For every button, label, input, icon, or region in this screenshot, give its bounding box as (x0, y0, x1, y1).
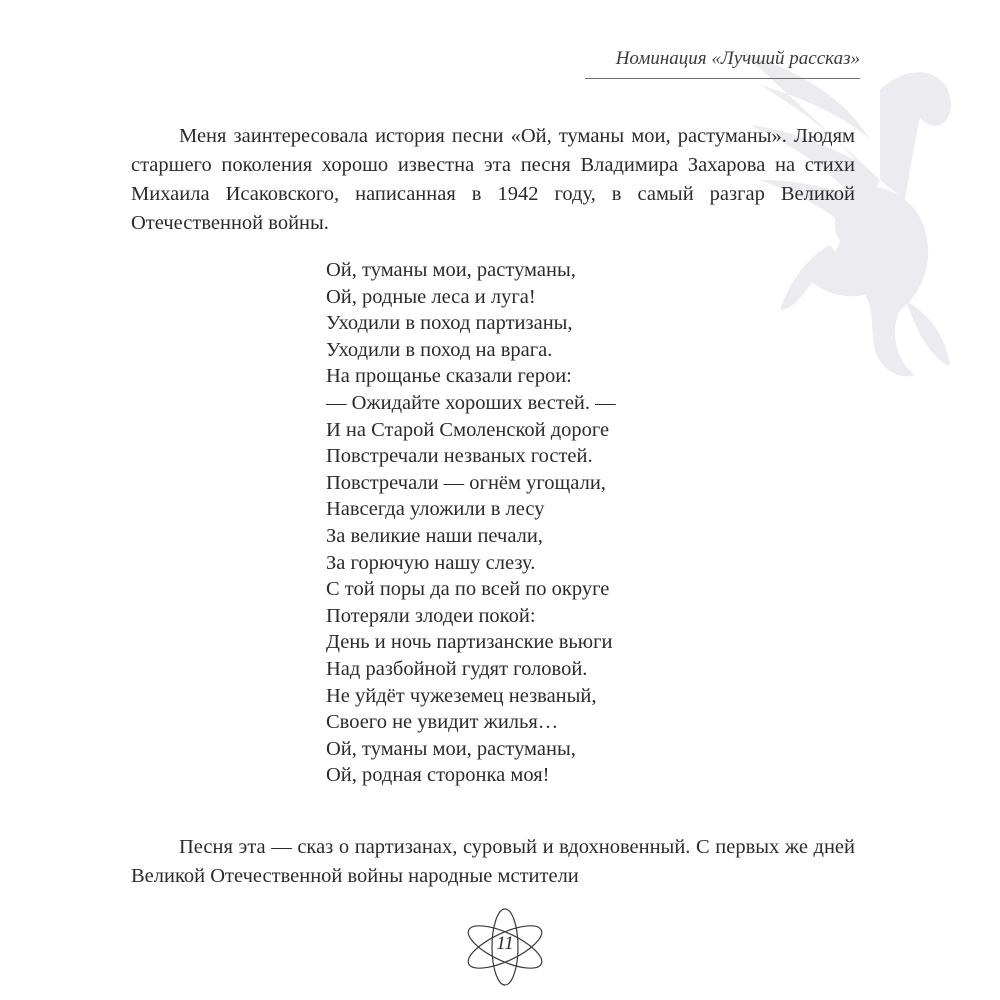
poem-line: Потеряли злодеи покой: (326, 604, 536, 627)
poem-line: С той поры да по всей по округе (326, 578, 610, 601)
closing-paragraph (131, 833, 855, 891)
intro-paragraph-text: Меня заинтересовала история песни «Ой, туманы мои, растуманы». Людям старшего поколения хорошо известна эта песня Владимира Захарова на стихи Михаила Исаковского, написанная в 1942 году, в самый разгар Великой Отечественной войны. (131, 125, 855, 234)
poem-line: День и ночь партизанские вьюги (326, 631, 613, 654)
poem-line: За великие наши печали, (326, 524, 543, 547)
intro-paragraph (131, 122, 855, 238)
poem-line: Уходили в поход на врага. (326, 338, 553, 361)
poem-line: Ой, туманы мои, растуманы, (326, 737, 576, 760)
poem-line: Навсегда уложили в лесу (326, 498, 545, 521)
poem-line: Своего не увидит жилья… (326, 711, 559, 734)
poem-line: Уходили в поход партизаны, (326, 312, 573, 335)
header-divider (585, 78, 860, 79)
closing-paragraph-text: Песня эта — сказ о партизанах, суровый и вдохновенный. С первых же дней Великой Отечественной войны народные мстители (131, 836, 855, 887)
poem-line: — Ожидайте хороших вестей. — (326, 391, 616, 414)
poem-line: И на Старой Смоленской дороге (326, 418, 610, 441)
poem-line: Над разбойной гудят головой. (326, 657, 588, 680)
poem-line: Повстречали незваных гостей. (326, 445, 593, 468)
poem-line: На прощанье сказали герои: (326, 365, 572, 388)
poem-line: Ой, родная сторонка моя! (326, 764, 550, 787)
poem-line: Ой, родные леса и луга! (326, 285, 536, 308)
page-number-emblem (460, 905, 550, 990)
poem-line: Ой, туманы мои, растуманы, (326, 259, 576, 281)
poem-line: Повстречали — огнём угощали, (326, 471, 606, 494)
section-header: Номинация «Лучший рассказ» (615, 48, 860, 69)
poem-line: Не уйдёт чужеземец незваный, (326, 684, 597, 707)
poem (326, 257, 616, 789)
page-number: 11 (496, 933, 514, 954)
poem-line: За горючую нашу слезу. (326, 551, 536, 574)
